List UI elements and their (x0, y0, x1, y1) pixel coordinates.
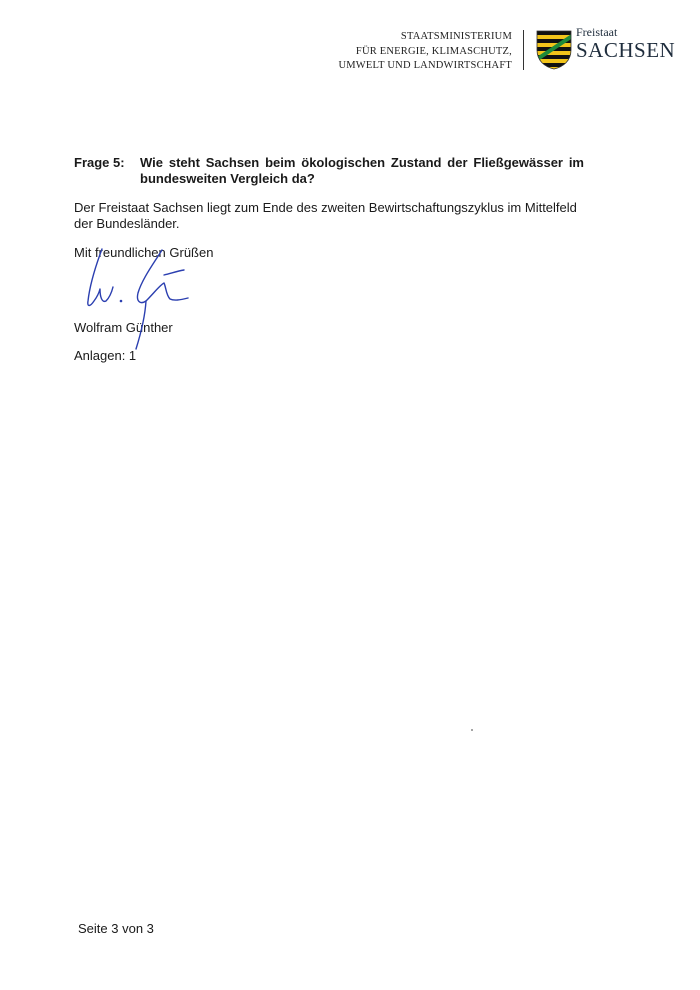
question-block (74, 155, 584, 186)
ministry-line: FÜR ENERGIE, KLIMASCHUTZ, (355, 45, 512, 57)
ministry-name (338, 30, 512, 74)
scan-speck (471, 729, 473, 731)
state-wordmark-small: Freistaat (576, 25, 618, 39)
answer-text: Der Freistaat Sachsen liegt zum Ende des zweiten Bewirtschaftungszyklus im Mittelfeld der Bundesländer. (74, 200, 577, 231)
ministry-line: STAATSMINISTERIUM (400, 31, 512, 42)
state-wordmark (576, 26, 675, 61)
attachments-note: Anlagen: 1 (74, 348, 137, 363)
handwritten-signature (66, 245, 196, 360)
saxony-coat-of-arms-icon (536, 30, 572, 70)
ministry-line: UMWELT UND LANDWIRTSCHAFT (338, 60, 512, 71)
question-label: Frage 5: (74, 155, 125, 170)
question-text: Wie steht Sachsen beim ökologischen Zustand der Fließgewässer im bundesweiten Vergleich da? (140, 155, 584, 186)
page-number: Seite 3 von 3 (78, 921, 154, 936)
signer-name: Wolfram Günther (74, 320, 173, 335)
closing-greeting: Mit freundlichen Grüßen (74, 245, 214, 260)
letterhead-divider (523, 30, 524, 70)
state-wordmark-big: SACHSEN (576, 38, 676, 62)
